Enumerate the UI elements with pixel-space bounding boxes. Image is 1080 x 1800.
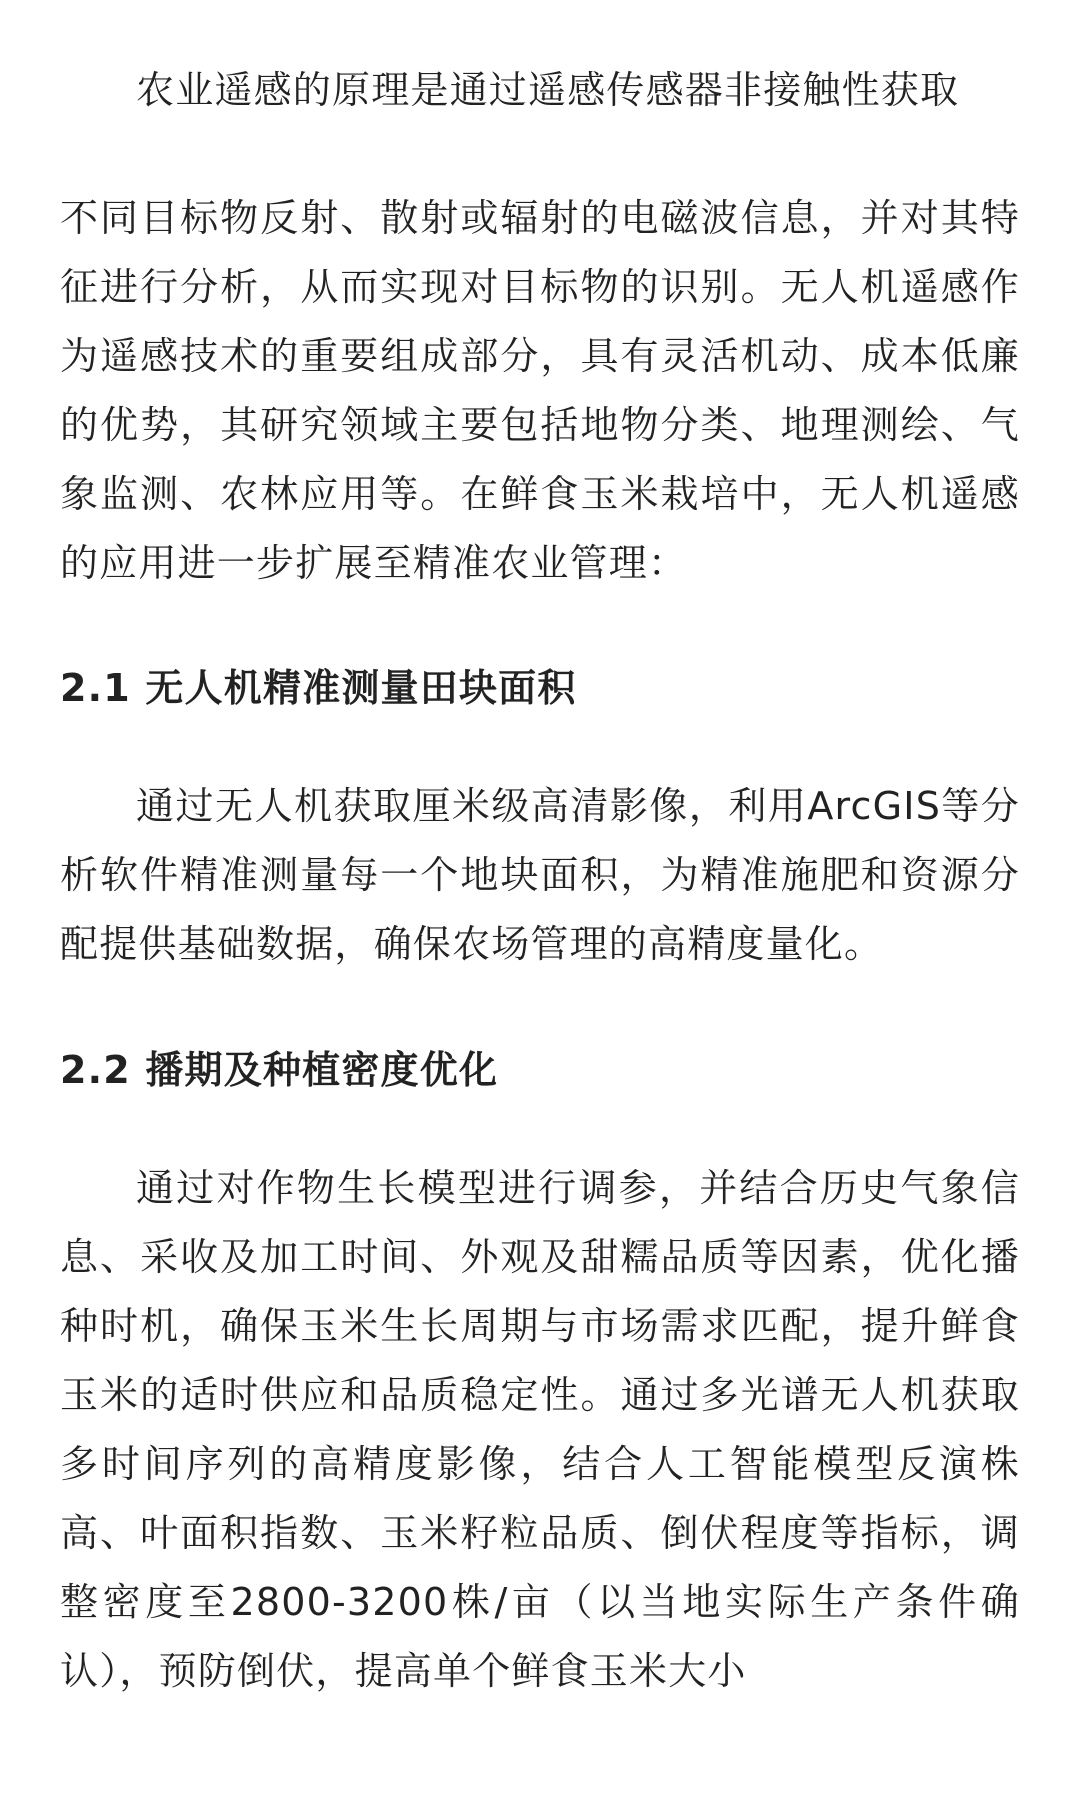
section-heading-2-2: 2.2 播期及种植密度优化 [60,1048,499,1092]
section-body-2-2: 通过对作物生长模型进行调参，并结合历史气象信息、采收及加工时间、外观及甜糯品质等因素，优化播种时机，确保玉米生长周期与市场需求匹配，提升鲜食玉米的适时供应和品质稳定性。通过多光谱无人机获取多时间序列的高精度影像，结合人工智能模型反演株高、叶面积指数、玉米籽粒品质、倒伏程度等指标，调整密度至2800-3200株/亩（以当地实际生产条件确认），预防倒伏，提高单个鲜食玉米大小 [60,1166,1020,1693]
section-heading-2-1: 2.1 无人机精准测量田块面积 [60,666,577,710]
intro-paragraph: 不同目标物反射、散射或辐射的电磁波信息，并对其特征进行分析，从而实现对目标物的识别。无人机遥感作为遥感技术的重要组成部分，具有灵活机动、成本低廉的优势，其研究领域主要包括地物分类、地理测绘、气象监测、农林应用等。在鲜食玉米栽培中，无人机遥感的应用进一步扩展至精准农业管理： [60,196,1020,585]
section-body-2-1: 通过无人机获取厘米级高清影像，利用ArcGIS等分析软件精准测量每一个地块面积，为精准施肥和资源分配提供基础数据，确保农场管理的高精度量化。 [60,784,1020,966]
intro-first-line: 农业遥感的原理是通过遥感传感器非接触性获取 [136,68,960,112]
